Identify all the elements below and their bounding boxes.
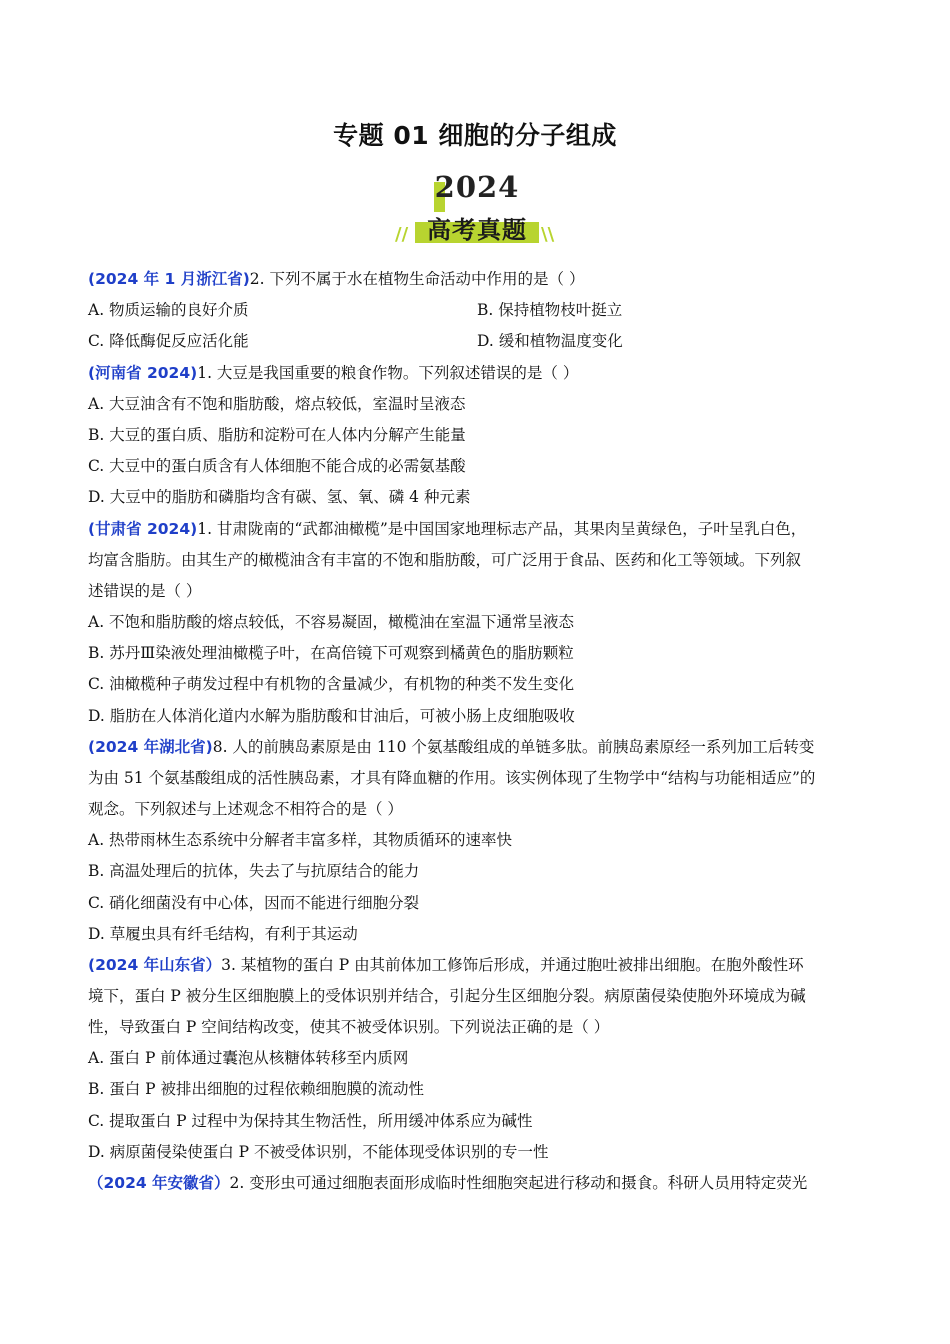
question-item: [88, 264, 866, 358]
option-a: A. 物质运输的良好介质: [88, 301, 249, 319]
question-stem: （2024 年安徽省）2. 变形虫可通过细胞表面形成临时性细胞突起进行移动和摄食。科研人员用特定荧光: [88, 1174, 808, 1193]
question-source: (2024 年湖北省): [88, 737, 213, 756]
question-stem-line: 性，导致蛋白 P 空间结构改变，使其不被受体识别。下列说法正确的是（ ）: [88, 1018, 610, 1037]
option-c: C. 降低酶促反应活化能: [88, 332, 249, 351]
option-row: [88, 295, 866, 326]
question-item: [88, 358, 866, 514]
question-list: [88, 264, 866, 1199]
question-source: （2024 年安徽省）: [88, 1174, 230, 1193]
option-d: D. 草履虫具有纤毛结构，有利于其运动: [88, 924, 358, 943]
option-c: C. 硝化细菌没有中心体，因而不能进行细胞分裂: [88, 893, 420, 912]
option-b: B. 保持植物枝叶挺立: [477, 301, 623, 319]
question-item: [88, 950, 866, 1168]
exam-badge: [391, 170, 563, 250]
option-d: D. 缓和植物温度变化: [477, 332, 623, 351]
option-b: B. 蛋白 P 被排出细胞的过程依赖细胞膜的流动性: [88, 1080, 425, 1099]
option-a: A. 热带雨林生态系统中分解者丰富多样，其物质循环的速率快: [88, 830, 513, 849]
option-row: [88, 326, 866, 357]
question-item: [88, 1168, 866, 1199]
question-source: (2024 年山东省）: [88, 956, 222, 975]
page-title: 专题 01 细胞的分子组成: [333, 121, 617, 150]
question-stem: (甘肃省 2024)1. 甘肃陇南的“武都油橄榄”是中国国家地理标志产品，其果肉呈黄绿色，子叶呈乳白色，: [88, 519, 807, 538]
option-d: D. 大豆中的脂肪和磷脂均含有碳、氢、氧、磷 4 种元素: [88, 488, 471, 507]
question-source: (甘肃省 2024): [88, 519, 198, 538]
question-stem-line: 述错误的是（ ）: [88, 581, 202, 600]
option-d: D. 脂肪在人体消化道内水解为脂肪酸和甘油后，可被小肠上皮细胞吸收: [88, 706, 575, 725]
question-stem: (2024 年山东省）3. 某植物的蛋白 P 由其前体加工修饰后形成，并通过胞吐被排出细胞。在胞外酸性环: [88, 956, 804, 975]
option-b: B. 苏丹Ⅲ染液处理油橄榄子叶，在高倍镜下可观察到橘黄色的脂肪颗粒: [88, 644, 574, 663]
question-item: [88, 514, 866, 732]
option-c: C. 油橄榄种子萌发过程中有机物的含量减少，有机物的种类不发生变化: [88, 675, 575, 694]
option-b: B. 高温处理后的抗体，失去了与抗原结合的能力: [88, 862, 420, 881]
question-item: [88, 732, 866, 950]
option-d: D. 病原菌侵染使蛋白 P 不被受体识别，不能体现受体识别的专一性: [88, 1143, 549, 1162]
question-source: (河南省 2024): [88, 363, 198, 382]
question-stem-line: 为由 51 个氨基酸组成的活性胰岛素，才具有降血糖的作用。该实例体现了生物学中“结构与功能相适应”的: [88, 768, 816, 787]
option-a: A. 大豆油含有不饱和脂肪酸，熔点较低，室温时呈液态: [88, 394, 466, 413]
question-source: (2024 年 1 月浙江省): [88, 270, 250, 288]
option-b: B. 大豆的蛋白质、脂肪和淀粉可在人体内分解产生能量: [88, 425, 466, 444]
question-stem-line: 均富含脂肪。由其生产的橄榄油含有丰富的不饱和脂肪酸，可广泛用于食品、医药和化工等领域。下列叙: [88, 550, 802, 569]
question-stem: (河南省 2024)1. 大豆是我国重要的粮食作物。下列叙述错误的是（ ）: [88, 363, 579, 382]
badge-label: 高考真题: [427, 216, 527, 244]
badge-year: 2024: [434, 170, 520, 204]
option-c: C. 提取蛋白 P 过程中为保持其生物活性，所用缓冲体系应为碱性: [88, 1111, 533, 1130]
decorative-slashes-right: \\: [541, 224, 555, 245]
option-a: A. 不饱和脂肪酸的熔点较低，不容易凝固，橄榄油在室温下通常呈液态: [88, 612, 575, 631]
option-c: C. 大豆中的蛋白质含有人体细胞不能合成的必需氨基酸: [88, 457, 466, 476]
question-stem: (2024 年 1 月浙江省)2. 下列不属于水在植物生命活动中作用的是（ ）: [88, 270, 585, 288]
option-a: A. 蛋白 P 前体通过囊泡从核糖体转移至内质网: [88, 1049, 409, 1068]
decorative-slashes-left: //: [395, 224, 409, 245]
question-stem-line: 观念。下列叙述与上述观念不相符合的是（ ）: [88, 799, 403, 818]
question-stem: (2024 年湖北省)8. 人的前胰岛素原是由 110 个氨基酸组成的单链多肽。前胰岛素原经一系列加工后转变: [88, 737, 815, 756]
question-stem-line: 境下，蛋白 P 被分生区细胞膜上的受体识别并结合，引起分生区细胞分裂。病原菌侵染使胞外环境成为碱: [88, 987, 806, 1006]
